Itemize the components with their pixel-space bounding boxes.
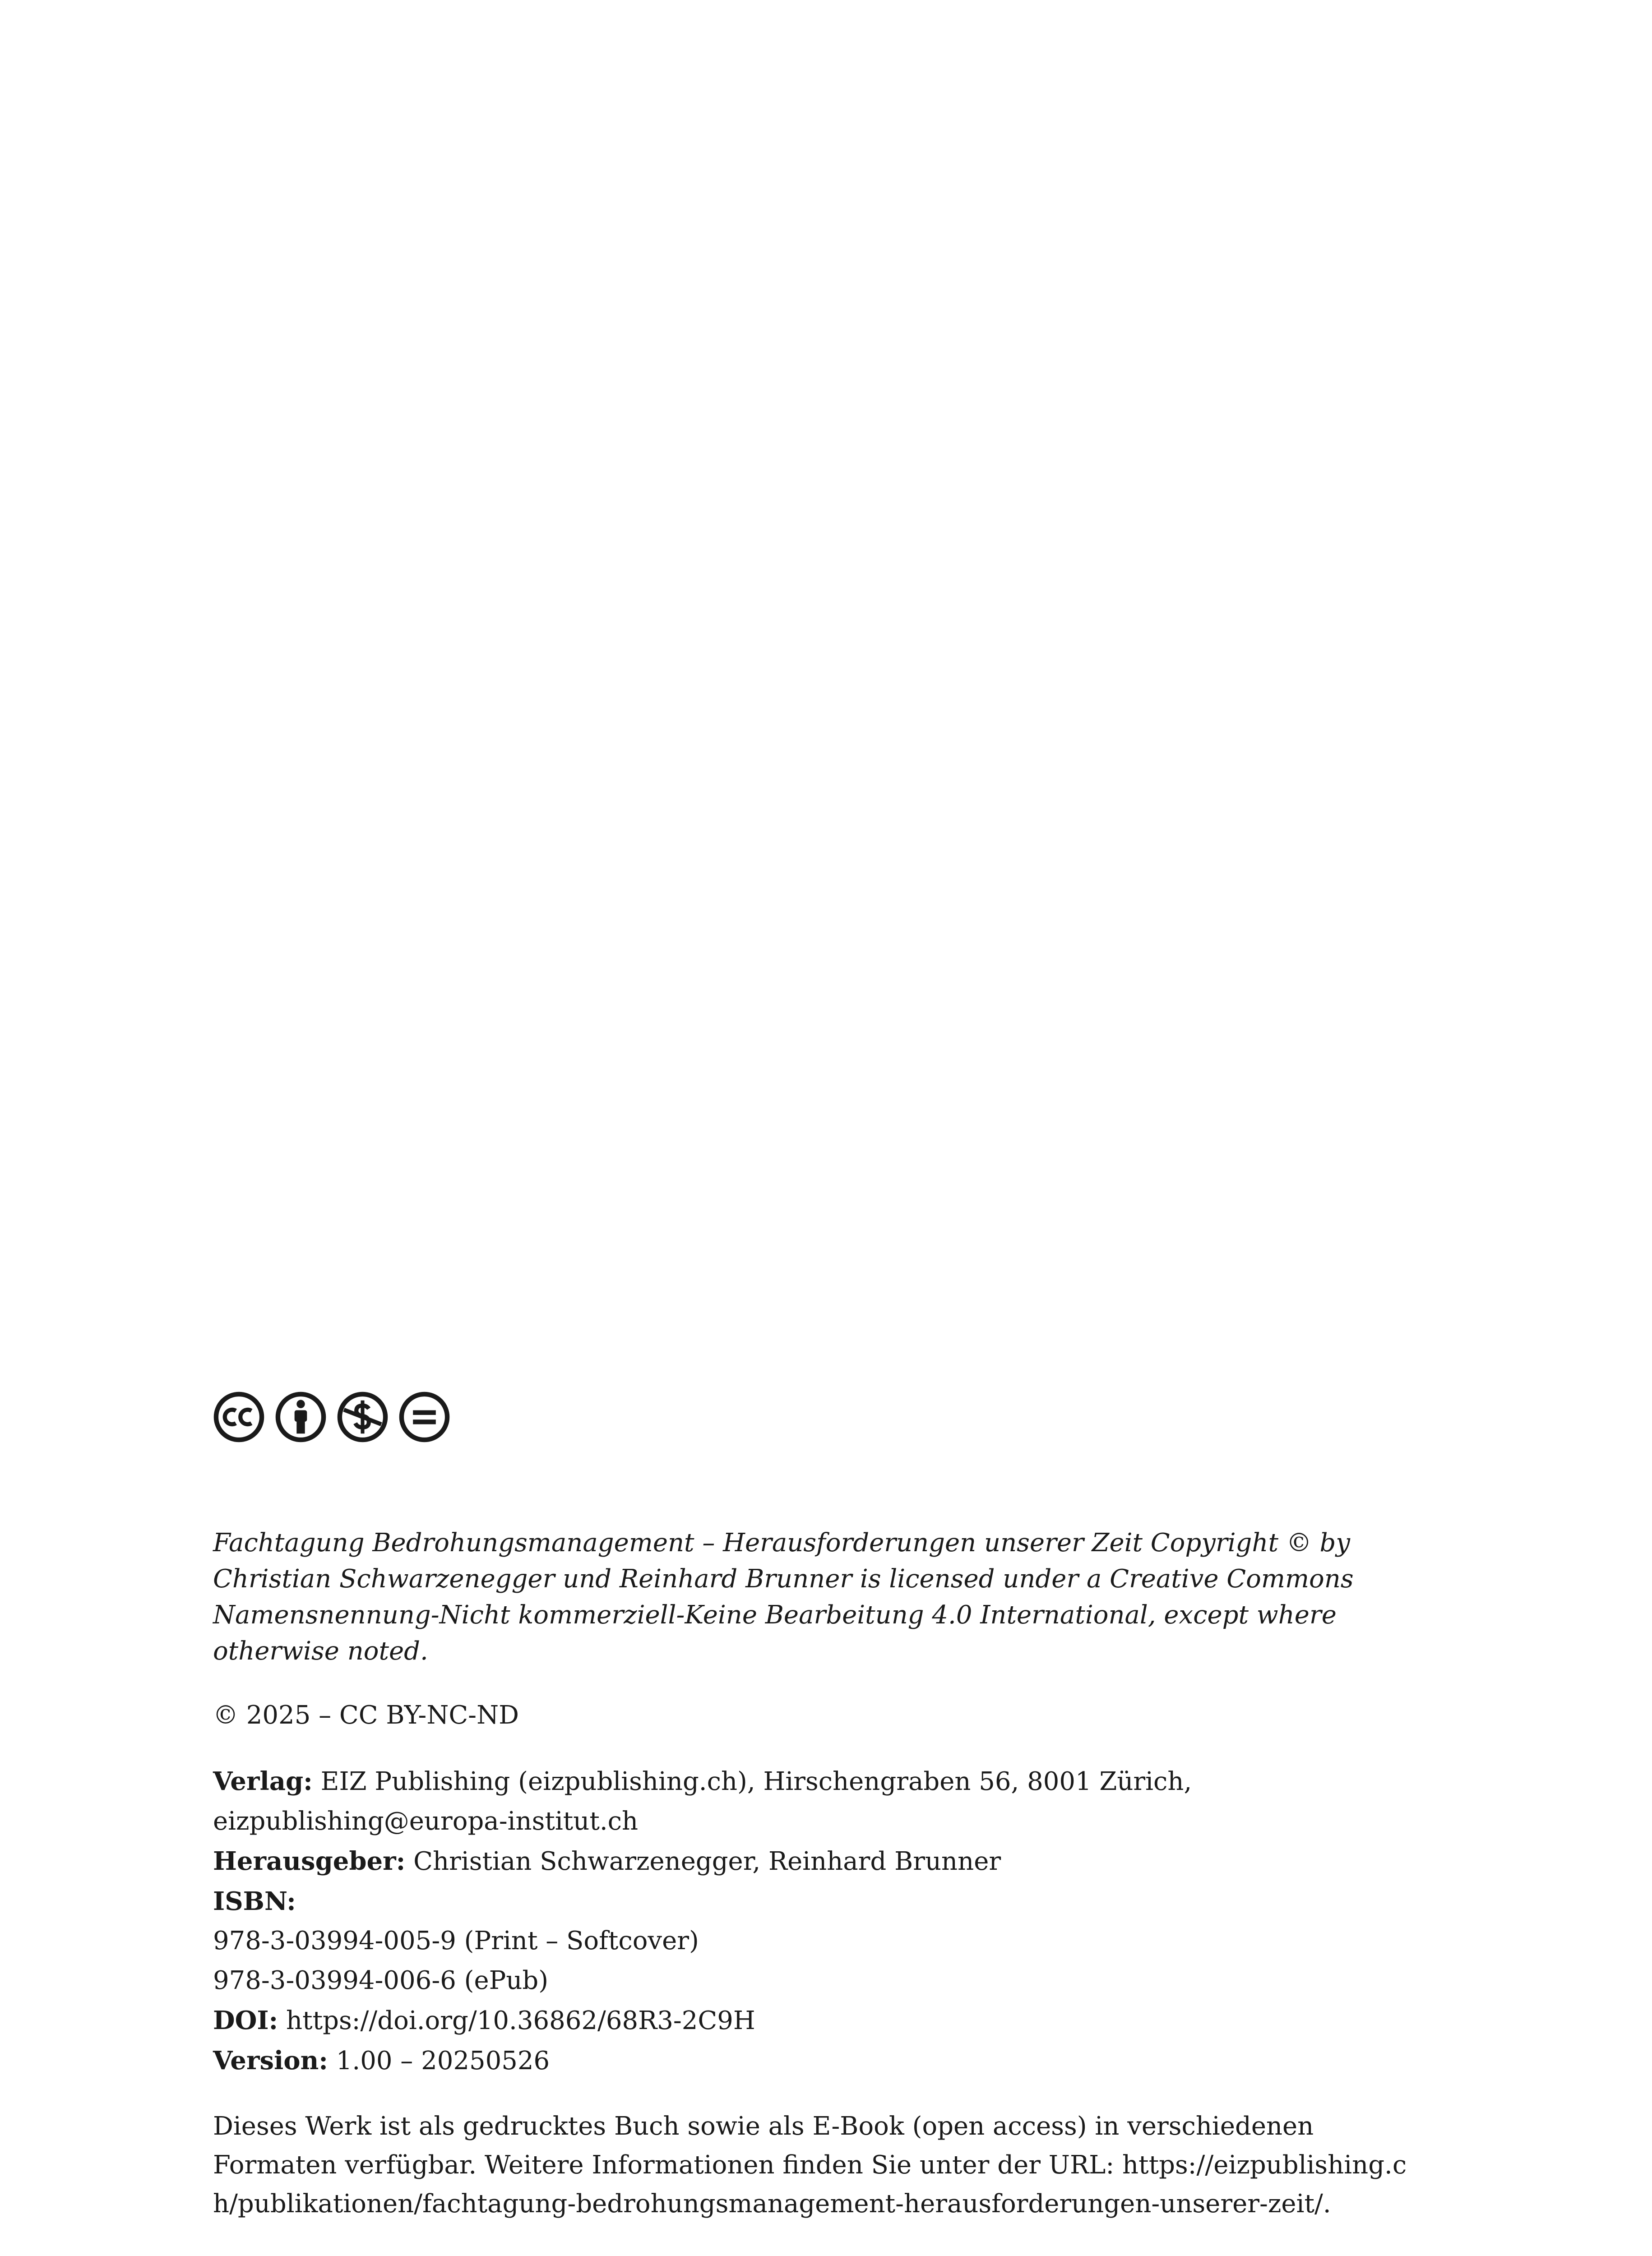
- isbn-print: 978-3-03994-005-9 (Print – Softcover): [213, 1926, 699, 1956]
- cc-icon: [213, 1391, 265, 1443]
- availability-note: [213, 2107, 1431, 2224]
- availability-end: .: [1323, 2189, 1331, 2219]
- version-label: Version:: [213, 2046, 328, 2076]
- version-row: [213, 2041, 1431, 2081]
- nc-icon: [337, 1391, 389, 1443]
- license-statement: Fachtagung Bedrohungsmanagement – Herausforderungen unserer Zeit Copyright © by Christian Schwarzenegger und Reinhard Brunner is licensed under a Creative Commons Namensnennung-Nicht kommerziell-Keine Bearbeitung 4.0 International, except where otherwise noted.: [213, 1528, 1354, 1666]
- herausgeber-value: Christian Schwarzenegger, Reinhard Brunner: [405, 1847, 1001, 1876]
- version-value: 1.00 – 20250526: [328, 2046, 550, 2076]
- publication-metadata: [213, 1761, 1431, 2081]
- publication-url: https://eizpublishing.ch/publikationen/fachtagung-bedrohungsmanagement-herausforderungen-unserer-zeit/: [213, 2150, 1407, 2219]
- herausgeber-label: Herausgeber:: [213, 1846, 406, 1876]
- creative-commons-badges: [213, 1390, 1431, 1444]
- verlag-label: Verlag:: [213, 1766, 313, 1796]
- isbn-epub: 978-3-03994-006-6 (ePub): [213, 1966, 549, 1995]
- verlag-email: eizpublishing@europa-institut.ch: [213, 1807, 639, 1836]
- doi-row: [213, 2001, 1431, 2041]
- verlag-row: [213, 1761, 1431, 1802]
- doi-value: https://doi.org/10.36862/68R3-2C9H: [278, 2006, 755, 2035]
- imprint-block: [213, 1390, 1431, 2249]
- nd-icon: [398, 1391, 450, 1443]
- doi-label: DOI:: [213, 2006, 278, 2035]
- availability-text: Dieses Werk ist als gedrucktes Buch sowie als E-Book (open access) in verschiedenen Formaten verfügbar. Weitere Informationen finden Sie unter der URL:: [213, 2112, 1314, 2180]
- copyright-line: © 2025 – CC BY-NC-ND: [213, 1701, 519, 1730]
- by-icon: [275, 1391, 327, 1443]
- herausgeber-row: [213, 1841, 1431, 1882]
- verlag-value: EIZ Publishing (eizpublishing.ch), Hirschengraben 56, 8001 Zürich,: [312, 1767, 1192, 1796]
- isbn-label: ISBN:: [213, 1886, 296, 1916]
